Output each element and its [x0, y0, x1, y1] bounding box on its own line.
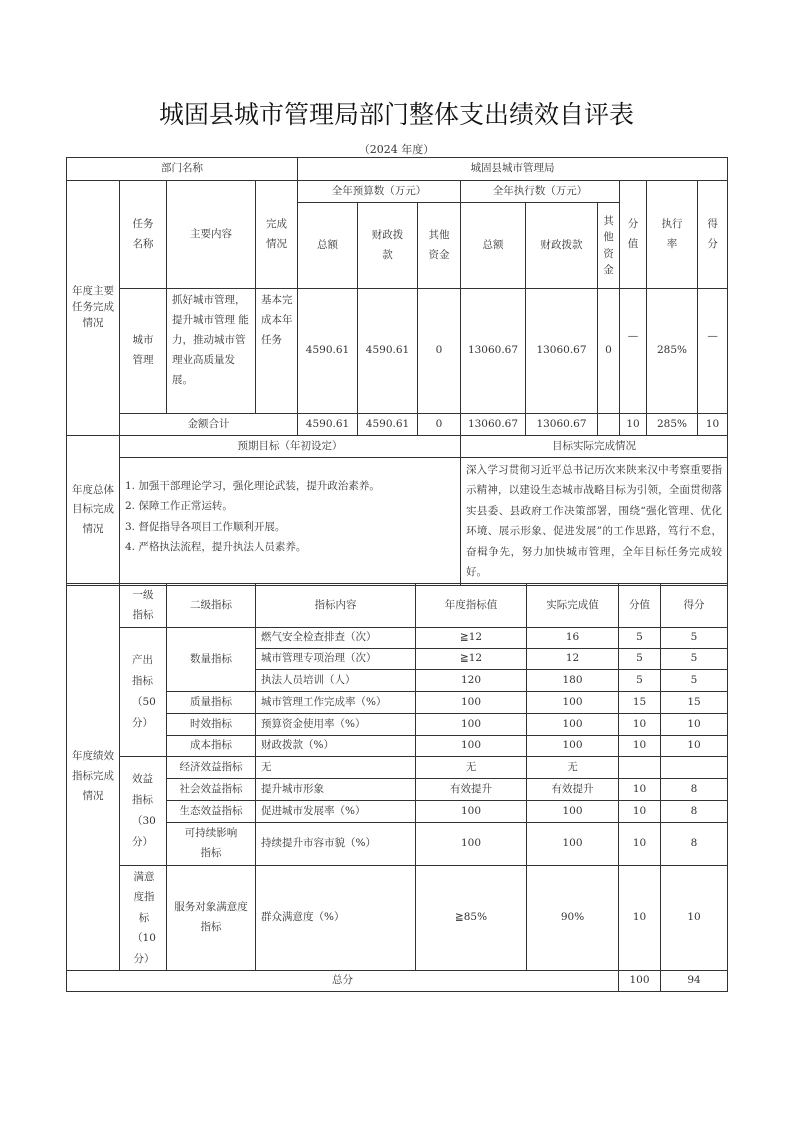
indicator-row: [67, 628, 728, 649]
grand-total-weight: 100: [619, 971, 661, 992]
total-exec-total: 13060.67: [461, 414, 526, 436]
col-actual: 实际完成值: [527, 584, 619, 628]
task-score: —: [698, 289, 728, 414]
indicator-row: [67, 801, 728, 823]
ind-score: [661, 757, 728, 779]
expected-goal-item: 1. 加强干部理论学习，强化理论武装，提升政治素养。: [125, 480, 380, 492]
ind-score: 10: [661, 736, 728, 757]
grand-total-row: [67, 971, 728, 992]
ind-weight: 10: [619, 714, 661, 736]
ind-target: 无: [416, 757, 527, 779]
col-target: 年度指标值: [416, 584, 527, 628]
col-exec-other: 其他资金: [598, 203, 620, 289]
level2-social: 社会效益指标: [167, 779, 256, 801]
ind-weight: [619, 757, 661, 779]
ind-actual: 100: [527, 801, 619, 823]
ind-content: 执法人员培训（人）: [256, 670, 416, 692]
ind-target: 有效提升: [416, 779, 527, 801]
ind-actual: 90%: [527, 866, 619, 971]
task-budget-fiscal: 4590.61: [358, 289, 418, 414]
ind-target: 100: [416, 692, 527, 714]
col-level2: 二级指标: [167, 584, 256, 628]
total-budget-other: 0: [418, 414, 461, 436]
col-weight: 分值: [620, 181, 647, 289]
ind-actual: 100: [527, 692, 619, 714]
level2-sustainable: 可持续影响指标: [167, 823, 256, 866]
ind-actual: 无: [527, 757, 619, 779]
ind-actual: 100: [527, 714, 619, 736]
col-level1: 一级指标: [120, 584, 167, 628]
indicator-row: [67, 714, 728, 736]
indicator-row: [67, 736, 728, 757]
ind-weight: 10: [619, 801, 661, 823]
task-exec-fiscal: 13060.67: [526, 289, 598, 414]
indicators-section-label: 年度绩效指标完成情况: [67, 584, 120, 971]
col-budget-fiscal: 财政拨款: [358, 203, 418, 289]
page-title: 城固县城市管理局部门整体支出绩效自评表: [158, 100, 634, 129]
col-ind-weight: 分值: [619, 584, 661, 628]
total-budget-fiscal: 4590.61: [358, 414, 418, 436]
col-task-name: 任务名称: [120, 181, 167, 289]
ind-actual: 有效提升: [527, 779, 619, 801]
indicator-row: [67, 823, 728, 866]
expected-goal-item: 4. 严格执法流程，提升执法人员素养。: [125, 541, 307, 554]
tasks-total-label: 金额合计: [120, 414, 298, 436]
task-exec-other: 0: [598, 289, 620, 414]
task-completion: 基本完成本年任务: [256, 289, 298, 414]
task-name: 城市管理: [120, 289, 167, 414]
ind-actual: 16: [527, 628, 619, 649]
col-exec-rate: 执行率: [647, 181, 698, 289]
task-weight: —: [620, 289, 647, 414]
level2-ecological: 生态效益指标: [167, 801, 256, 823]
ind-weight: 10: [619, 866, 661, 971]
tasks-total-row: [67, 414, 728, 436]
indicator-row: [67, 779, 728, 801]
level1-satisfaction: 满意度指标（10分）: [120, 866, 167, 971]
tasks-table: [66, 157, 728, 436]
dept-name-label: 部门名称: [67, 158, 298, 181]
indicator-row: [67, 866, 728, 971]
ind-score: 5: [661, 649, 728, 670]
ind-content: 促进城市发展率（%）: [256, 801, 416, 823]
total-exec-rate: 285%: [647, 414, 698, 436]
ind-target: ≧12: [416, 649, 527, 670]
ind-content: 群众满意度（%）: [256, 866, 416, 971]
col-completion: 完成情况: [256, 181, 298, 289]
level2-quantity: 数量指标: [167, 628, 256, 692]
level2-economic: 经济效益指标: [167, 757, 256, 779]
ind-score: 5: [661, 628, 728, 649]
level1-benefit: 效益指标（30分）: [120, 757, 167, 866]
task-row: [67, 289, 728, 414]
ind-content: 提升城市形象: [256, 779, 416, 801]
ind-score: 8: [661, 801, 728, 823]
ind-content: 财政拨款（%）: [256, 736, 416, 757]
indicator-row: [67, 692, 728, 714]
exec-group-header: 全年执行数（万元）: [461, 181, 620, 203]
total-exec-other: [598, 414, 620, 436]
level2-cost: 成本指标: [167, 736, 256, 757]
expected-goals-list: [120, 458, 461, 586]
year-subtitle: （2024 年度）: [358, 143, 435, 156]
ind-weight: 10: [619, 823, 661, 866]
ind-actual: 180: [527, 670, 619, 692]
col-exec-fiscal: 财政拨款: [526, 203, 598, 289]
total-exec-fiscal: 13060.67: [526, 414, 598, 436]
ind-target: ≧12: [416, 628, 527, 649]
ind-content: 城市管理工作完成率（%）: [256, 692, 416, 714]
total-weight: 10: [620, 414, 647, 436]
ind-content: 燃气安全检查排查（次）: [256, 628, 416, 649]
ind-content: 无: [256, 757, 416, 779]
ind-target: 100: [416, 801, 527, 823]
total-score: 10: [698, 414, 728, 436]
ind-actual: 12: [527, 649, 619, 670]
ind-weight: 10: [619, 736, 661, 757]
ind-content: 城市管理专项治理（次）: [256, 649, 416, 670]
ind-target: 100: [416, 736, 527, 757]
col-score: 得分: [698, 181, 728, 289]
col-ind-score: 得分: [661, 584, 728, 628]
goals-section-label: 年度总体目标完成情况: [67, 436, 120, 586]
task-budget-total: 4590.61: [298, 289, 358, 414]
ind-score: 5: [661, 670, 728, 692]
ind-target: 120: [416, 670, 527, 692]
ind-score: 15: [661, 692, 728, 714]
expected-goals-header: 预期目标（年初设定）: [120, 436, 461, 458]
actual-goals-text: 深入学习贯彻习近平总书记历次来陕来汉中考察重要指示精神，以建设生态城市战略目标为引领，全面贯彻落实县委、县政府工作决策部署，围绕“强化管理、优化环境、展示形象、促进发展”的工作思路，笃行不怠，奋楫争先，努力加快城市管理，全年目标任务完成较好。: [461, 458, 728, 586]
ind-score: 10: [661, 714, 728, 736]
task-content: 抓好城市管理，提升城市管理 能力，推动城市管理业高质量发展。: [167, 289, 256, 414]
expected-goal-item: 3. 督促指导各项目工作顺利开展。: [125, 520, 286, 533]
actual-goals-header: 目标实际完成情况: [461, 436, 728, 458]
ind-target: 100: [416, 823, 527, 866]
col-ind-content: 指标内容: [256, 584, 416, 628]
ind-content: 持续提升市容市貌（%）: [256, 823, 416, 866]
indicator-row: [67, 757, 728, 779]
ind-actual: 100: [527, 823, 619, 866]
ind-weight: 5: [619, 628, 661, 649]
expected-goal-item: 2. 保障工作正常运转。: [125, 500, 233, 513]
ind-weight: 5: [619, 649, 661, 670]
level2-quality: 质量指标: [167, 692, 256, 714]
ind-target: 100: [416, 714, 527, 736]
ind-score: 8: [661, 779, 728, 801]
level2-timeliness: 时效指标: [167, 714, 256, 736]
level1-output: 产出指标（50分）: [120, 628, 167, 757]
ind-actual: 100: [527, 736, 619, 757]
indicators-table: [66, 583, 728, 992]
col-exec-total: 总额: [461, 203, 526, 289]
grand-total-label: 总分: [67, 971, 619, 992]
budget-group-header: 全年预算数（万元）: [298, 181, 461, 203]
col-content: 主要内容: [167, 181, 256, 289]
ind-content: 预算资金使用率（%）: [256, 714, 416, 736]
dept-name-value: 城固县城市管理局: [298, 158, 728, 181]
ind-weight: 15: [619, 692, 661, 714]
col-budget-total: 总额: [298, 203, 358, 289]
total-budget-total: 4590.61: [298, 414, 358, 436]
ind-target: ≧85%: [416, 866, 527, 971]
ind-score: 10: [661, 866, 728, 971]
col-budget-other: 其他资金: [418, 203, 461, 289]
goals-table: [66, 435, 728, 586]
task-exec-rate: 285%: [647, 289, 698, 414]
task-budget-other: 0: [418, 289, 461, 414]
tasks-section-label: 年度主要任务完成情况: [67, 181, 120, 436]
ind-weight: 10: [619, 779, 661, 801]
task-exec-total: 13060.67: [461, 289, 526, 414]
ind-score: 8: [661, 823, 728, 866]
ind-weight: 5: [619, 670, 661, 692]
level2-service-satisfaction: 服务对象满意度指标: [167, 866, 256, 971]
grand-total-score: 94: [661, 971, 728, 992]
